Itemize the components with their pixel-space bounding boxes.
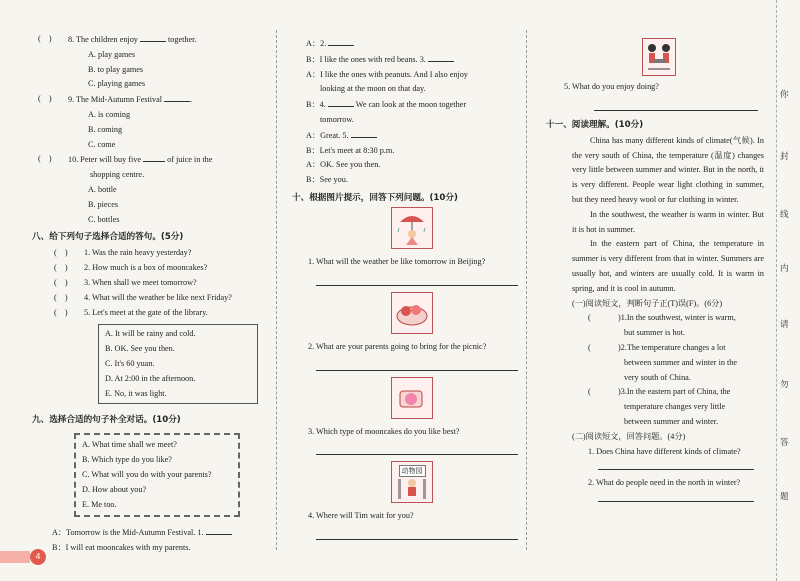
rainy-girl-picture [391,207,433,249]
question-5: 5. What do you enjoy doing? [564,82,659,91]
answer-line[interactable] [316,270,518,286]
dialog-line: tomorrow. [320,114,354,124]
page-number: 4 [30,549,46,565]
dialog-line: looking at the moon on that day. [320,84,426,94]
choice: A. What time shall we meet? [82,440,177,450]
dialog-line: A：Great. 5. [306,128,518,144]
column-right: 5. What do you enjoy doing? 十一、阅读理解。(10分) China has many different kinds of climate(气候). In the very south of China, the temperature (温度) changes very little between summer and winter. But in the north, it is very different. People wear light clothing in summer, but they need heavy wool or fur clothing in winter. In the southwest, the weather is warm in winter. But it is hot in summer. In the eastern part of China, the temperature in summer is very different from that in winter. Summers are usually hot, and winters are usually cold. It is warm in spring, and it is cool in autumn. (一)阅读短文，判断句子正(T)误(F)。(6分) ( )1. In the southwest, winter is warm, but summer is hot. ( )2. The temperature changes a lot between summer and winter in the very south of China. ( )3. In the eastern part of China, the temperature changes very little between summer and winter. (二)阅读短文，回答问题。(4分) 1. Does China have different kinds of climate? 2. What do people need in the north in winter? [536,38,768,508]
question-4: 4. Where will Tim wait for you? [308,511,414,521]
zoo-sign: 动物园 [399,465,426,477]
column-left [32,32,266,556]
passage-paragraph: China has many different kinds of climate(气候). In the very south of China, the temperature (温度) changes very little between summer and winter. But in the north, it is very different. People wear light clothing in summer, but they need heavy wool or fur clothing in winter. [572,135,764,204]
question-10-cont: shopping centre. [90,170,145,180]
question-3: 3. Which type of mooncakes do you like best? [308,426,460,436]
question-1: 1. What will the weather be like tomorrow in Beijing? [308,256,486,266]
passage-paragraph: In the southwest, the weather is warm in winter. But it is hot in summer. [572,209,764,234]
match-item: ( ) 2. How much is a box of mooncakes? [54,263,208,273]
dialog-line: A：I like the ones with peanuts. And I also enjoy [306,69,468,79]
part1-title: (一)阅读短文，判断句子正(T)误(F)。(6分) [572,298,723,308]
choice: D. How about you? [82,484,147,494]
strip-char: 封 [780,152,789,162]
strip-char: 题 [780,492,789,502]
question-8: ( ) 8. The children enjoy together. [38,34,197,44]
option: B. pieces [88,199,119,209]
section-8-title: 八、给下列句子选择合适的答句。(5分) [32,232,184,243]
answer-blank[interactable] [428,52,454,62]
reading-passage [536,134,764,297]
answer-blank[interactable] [143,152,165,162]
section-9-title: 九、选择合适的句子补全对话。(10分) [32,415,181,426]
choice: B. OK. See you then. [105,344,175,354]
passage-paragraph: In the eastern part of China, the temperature in summer is very different from that in winter. Summers are usually hot, and winters are usually cold. It is warm in spring, and it is cool in autumn. [572,239,764,293]
basket-icon [395,298,429,328]
tf-item: ( )2. The temperature changes a lot [588,342,726,352]
match-item: ( ) 3. When shall we meet tomorrow? [54,277,197,287]
answer-line[interactable] [598,491,754,502]
answer-blank[interactable] [206,525,232,535]
answer-line[interactable] [598,459,754,470]
tf-item: ( )3. In the eastern part of China, the [588,387,731,397]
chess-players-icon [644,41,674,73]
qa-question: 2. What do people need in the north in winter? [588,478,741,488]
column-divider [276,30,277,550]
option: A. bottle [88,184,117,194]
option: C. come [88,139,116,149]
dialog-line: B：I like the ones with red beans. 3. [306,52,518,68]
option: A. is coming [88,109,131,119]
zoo-gate-picture [391,461,433,503]
column-middle [292,36,518,546]
match-item: ( ) 4. What will the weather be like next Friday? [54,292,232,302]
fruit-basket-picture [391,292,433,334]
strip-char: 勿 [780,380,789,390]
dialog-line: B：Let's meet at 8:30 p.m. [306,145,395,155]
choice: E. No, it was light. [105,388,167,398]
mooncake-icon [395,383,429,413]
option: C. playing games [88,79,146,89]
answer-line[interactable] [316,524,518,540]
answer-blank[interactable] [351,128,377,138]
match-item: ( ) 1. Was the rain heavy yesterday? [54,248,192,258]
option: C. bottles [88,214,120,224]
strip-char: 线 [780,210,789,220]
question-2: 2. What are your parents going to bring for the picnic? [308,341,487,351]
section-10-title: 十、根据图片提示，回答下列问题。(10分) [292,192,458,203]
answer-choices-box [98,324,258,404]
choice: C. What will you do with your parents? [82,469,212,479]
dialog-line: A：Tomorrow is the Mid-Autumn Festival. 1. [52,525,266,541]
answer-line[interactable] [316,439,518,455]
option: B. to play games [88,64,144,74]
page-number-bar [0,551,30,563]
seal-line [776,0,777,581]
mooncake-picture [391,377,433,419]
option: A. play games [88,49,136,59]
question-9: ( ) 9. The Mid-Autumn Festival . [38,94,193,105]
option: B. coming [88,124,123,134]
choice: C. It's 60 yuan. [105,358,155,368]
choice: B. Which type do you like? [82,455,172,465]
strip-char: 请 [780,320,789,330]
strip-char: 你 [780,90,789,100]
answer-blank[interactable] [328,97,354,107]
tf-item: ( )1. In the southwest, winter is warm, [588,313,736,323]
choice: E. Me too. [82,499,117,509]
answer-blank[interactable] [328,36,354,46]
column-divider [526,30,527,550]
dialog-line: B：I will eat mooncakes with my parents. [52,543,191,553]
dialog-line: A：OK. See you then. [306,160,381,170]
section-11-title: 十一、阅读理解。(10分) [546,119,644,130]
part2-title: (二)阅读短文，回答问题。(4分) [572,431,686,441]
strip-char: 答 [780,438,789,448]
choice: D. At 2:00 in the afternoon. [105,373,196,383]
dialog-line: B：See you. [306,175,348,185]
answer-line[interactable] [594,95,758,111]
match-item: ( ) 5. Let's meet at the gate of the library. [54,307,208,317]
answer-blank[interactable] [140,32,166,42]
dialog-line: B：4. We can look at the moon together [306,97,518,113]
answer-line[interactable] [316,355,518,371]
answer-blank[interactable] [164,92,190,102]
dialog-choices-box [74,433,240,517]
strip-char: 内 [780,264,789,274]
boy-icon [397,477,427,499]
dialog-line: A：2. [306,36,518,52]
chess-picture [642,38,676,76]
umbrella-icon [394,210,430,246]
choice: A. It will be rainy and cold. [105,329,196,339]
qa-question: 1. Does China have different kinds of climate? [588,446,741,456]
question-10: ( ) 10. Peter will buy five of juice in the [38,154,213,165]
